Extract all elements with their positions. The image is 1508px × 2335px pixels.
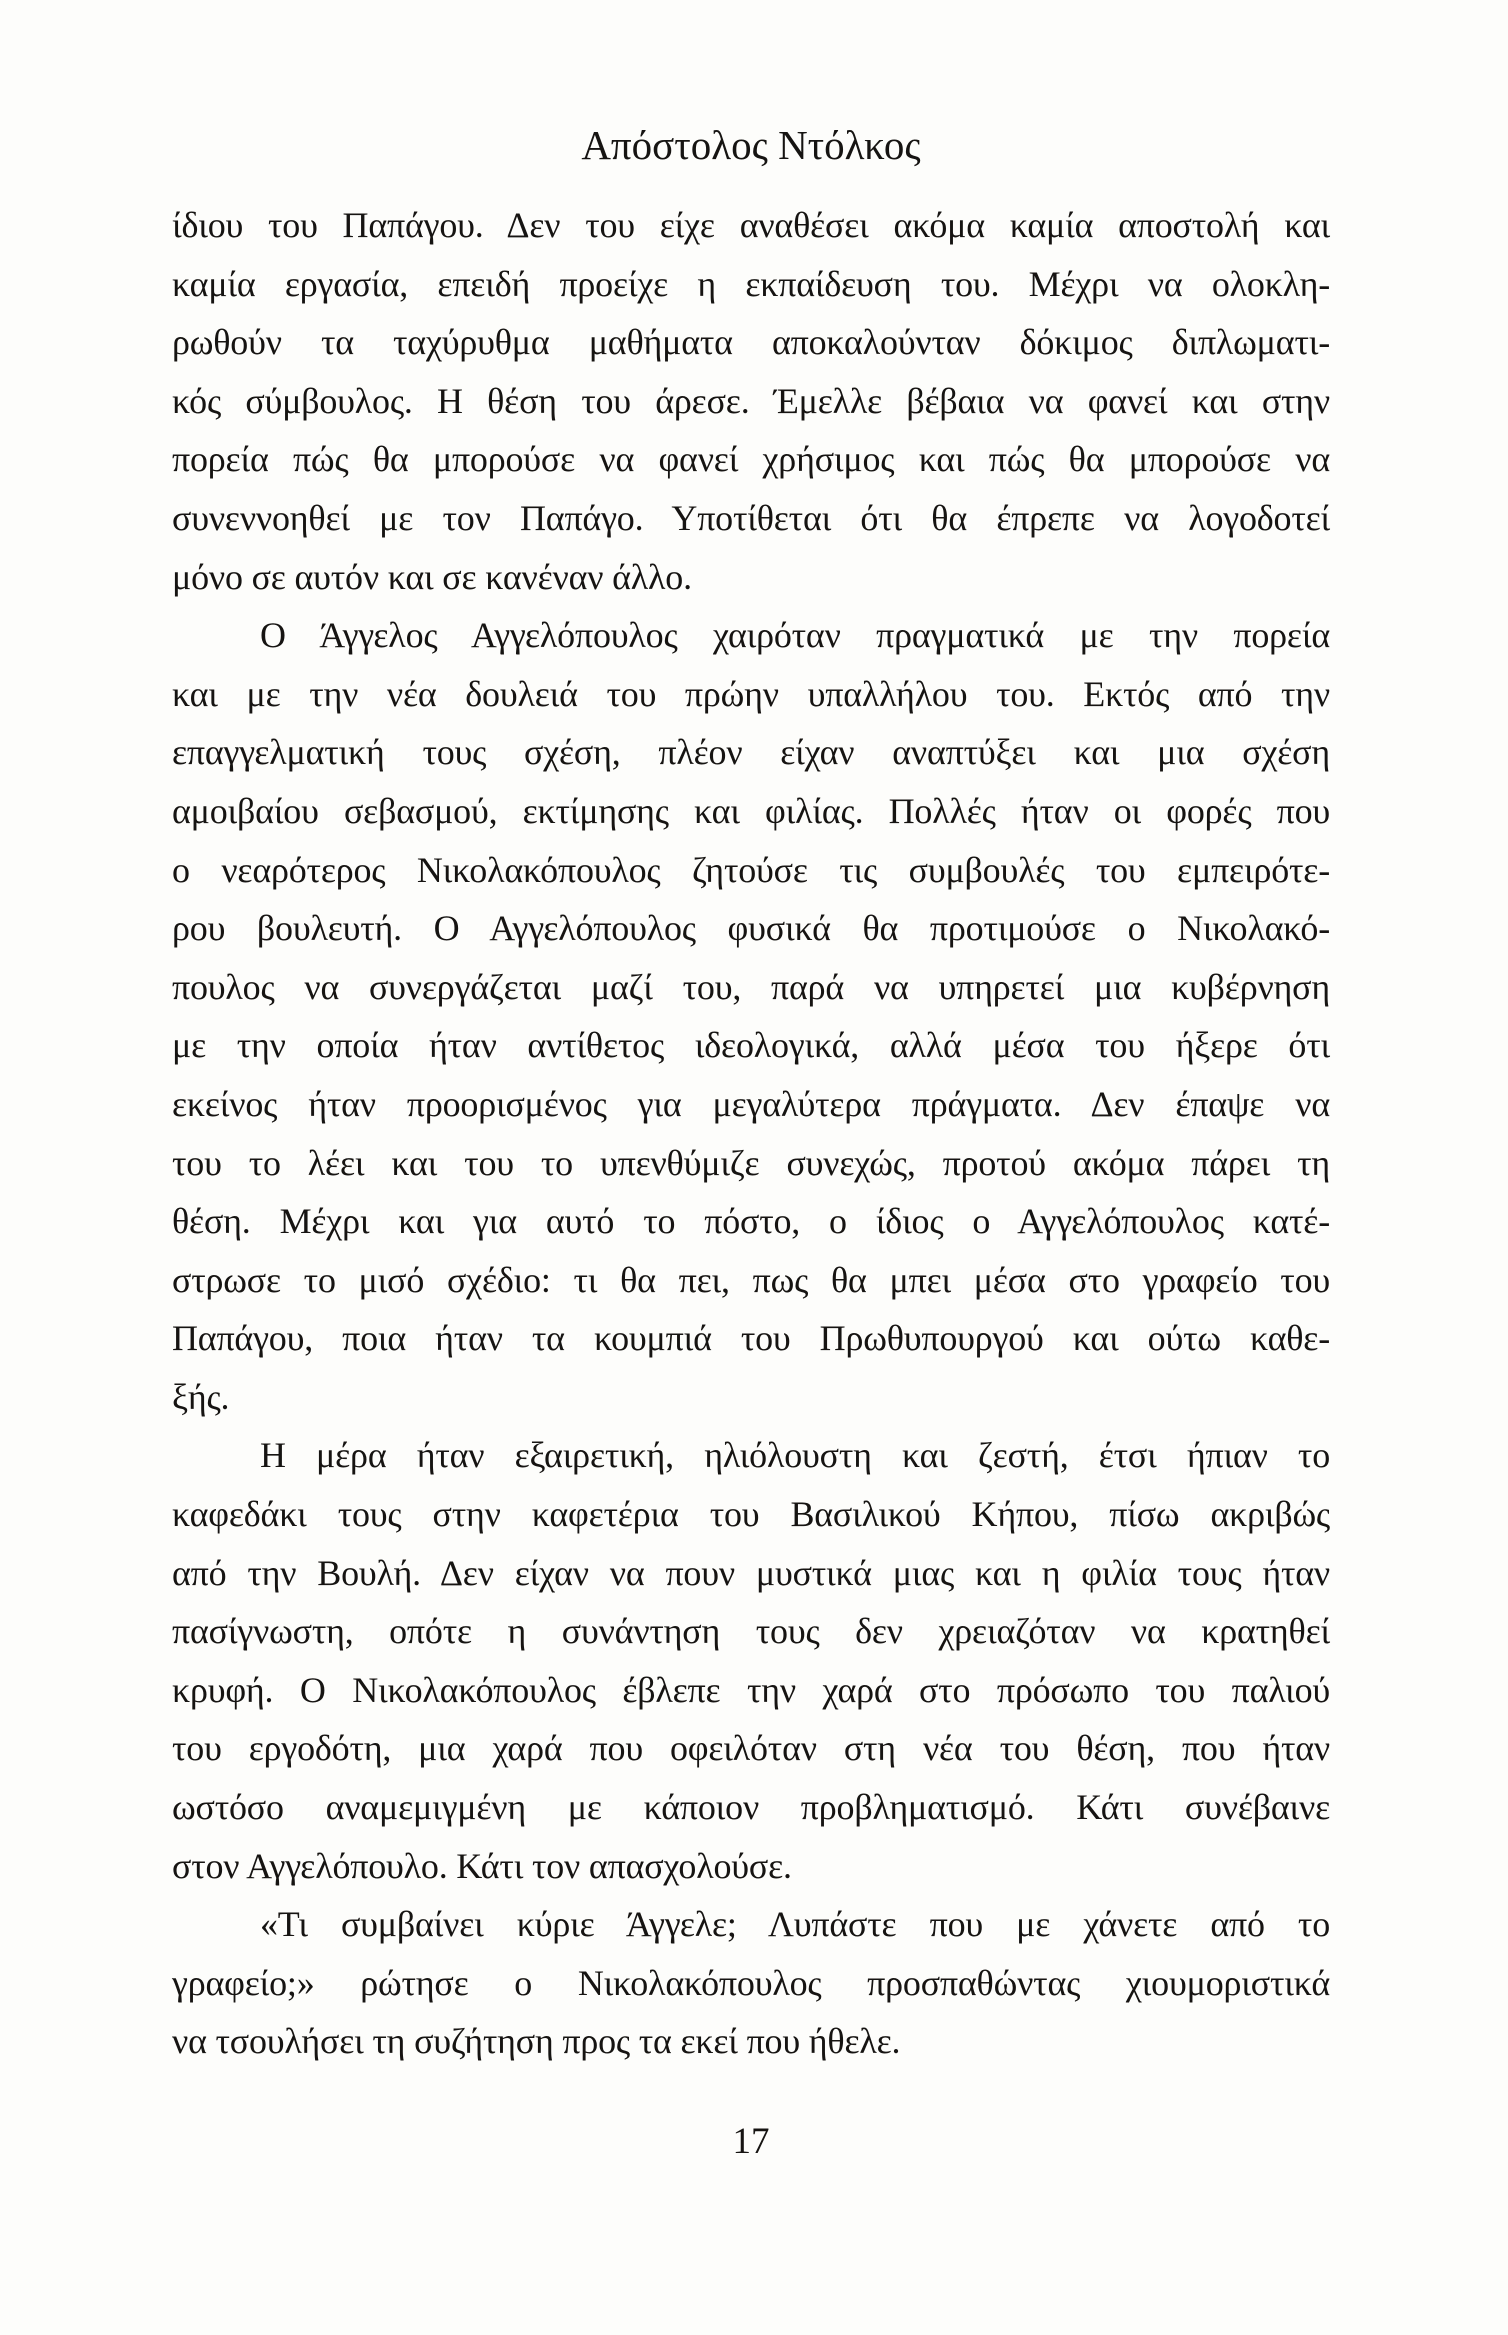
- text-line: καμία εργασία, επειδή προείχε η εκπαίδευση του. Μέχρι να ολοκλη-: [172, 263, 1330, 304]
- text-line: «Τι συμβαίνει κύριε Άγγελε; Λυπάστε που με χάνετε από το: [260, 1904, 1330, 1945]
- text-line: με την οποία ήταν αντίθετος ιδεολογικά, αλλά μέσα του ήξερε ότι: [172, 1025, 1330, 1066]
- text-line: επαγγελματική τους σχέση, πλέον είχαν αναπτύξει και μια σχέση: [172, 732, 1330, 773]
- text-line: πασίγνωστη, οπότε η συνάντηση τους δεν χρειαζόταν να κρατηθεί: [172, 1611, 1330, 1652]
- text-line: στον Αγγελόπουλο. Κάτι τον απασχολούσε.: [172, 1845, 792, 1886]
- text-line: Ο Άγγελος Αγγελόπουλος χαιρόταν πραγματικά με την πορεία: [260, 615, 1330, 656]
- text-line: ο νεαρότερος Νικολακόπουλος ζητούσε τις συμβουλές του εμπειρότε-: [172, 849, 1330, 890]
- text-line: εκείνος ήταν προορισμένος για μεγαλύτερα πράγματα. Δεν έπαψε να: [172, 1083, 1330, 1124]
- text-line: κρυφή. Ο Νικολακόπουλος έβλεπε την χαρά στο πρόσωπο του παλιού: [172, 1669, 1330, 1710]
- text-line: από την Βουλή. Δεν είχαν να πουν μυστικά μιας και η φιλία τους ήταν: [172, 1552, 1330, 1593]
- text-line: του το λέει και του το υπενθύμιζε συνεχώς, προτού ακόμα πάρει τη: [172, 1142, 1330, 1183]
- text-line: του εργοδότη, μια χαρά που οφειλόταν στη νέα του θέση, που ήταν: [172, 1728, 1330, 1769]
- text-line: μόνο σε αυτόν και σε κανέναν άλλο.: [172, 556, 692, 597]
- page-number: 17: [732, 2121, 770, 2162]
- text-line: ξής.: [172, 1376, 230, 1417]
- text-line: καφεδάκι τους στην καφετέρια του Βασιλικού Κήπου, πίσω ακριβώς: [172, 1494, 1330, 1535]
- text-line: και με την νέα δουλειά του πρώην υπαλλήλου του. Εκτός από την: [172, 673, 1330, 714]
- text-line: στρωσε το μισό σχέδιο: τι θα πει, πως θα μπει μέσα στο γραφείο του: [172, 1259, 1330, 1300]
- text-line: αμοιβαίου σεβασμού, εκτίμησης και φιλίας. Πολλές ήταν οι φορές που: [172, 790, 1330, 831]
- text-line: ρωθούν τα ταχύρυθμα μαθήματα αποκαλούνταν δόκιμος διπλωματι-: [172, 322, 1330, 363]
- text-line: να τσουλήσει τη συζήτηση προς τα εκεί που ήθελε.: [172, 2021, 901, 2062]
- text-line: πουλος να συνεργάζεται μαζί του, παρά να υπηρετεί μια κυβέρνηση: [172, 966, 1330, 1007]
- text-line: κός σύμβουλος. Η θέση του άρεσε. Έμελλε βέβαια να φανεί και στην: [172, 380, 1330, 421]
- text-line: ρου βουλευτή. Ο Αγγελόπουλος φυσικά θα προτιμούσε ο Νικολακό-: [172, 908, 1330, 949]
- text-line: γραφείο;» ρώτησε ο Νικολακόπουλος προσπαθώντας χιουμοριστικά: [172, 1962, 1330, 2003]
- text-line: συνεννοηθεί με τον Παπάγο. Υποτίθεται ότι θα έπρεπε να λογοδοτεί: [172, 497, 1330, 538]
- text-line: ίδιου του Παπάγου. Δεν του είχε αναθέσει ακόμα καμία αποστολή και: [172, 205, 1330, 245]
- text-line: Η μέρα ήταν εξαιρετική, ηλιόλουστη και ζεστή, έτσι ήπιαν το: [260, 1435, 1330, 1476]
- text-line: θέση. Μέχρι και για αυτό το πόστο, ο ίδιος ο Αγγελόπουλος κατέ-: [172, 1201, 1330, 1242]
- text-line: ωστόσο αναμεμιγμένη με κάποιον προβληματισμό. Κάτι συνέβαινε: [172, 1787, 1330, 1828]
- page-text: [172, 196, 1330, 2071]
- running-header: Απόστολος Ντόλκος: [581, 122, 921, 168]
- text-line: Παπάγου, ποια ήταν τα κουμπιά του Πρωθυπουργού και ούτω καθε-: [172, 1318, 1330, 1359]
- text-line: πορεία πώς θα μπορούσε να φανεί χρήσιμος και πώς θα μπορούσε να: [172, 439, 1330, 480]
